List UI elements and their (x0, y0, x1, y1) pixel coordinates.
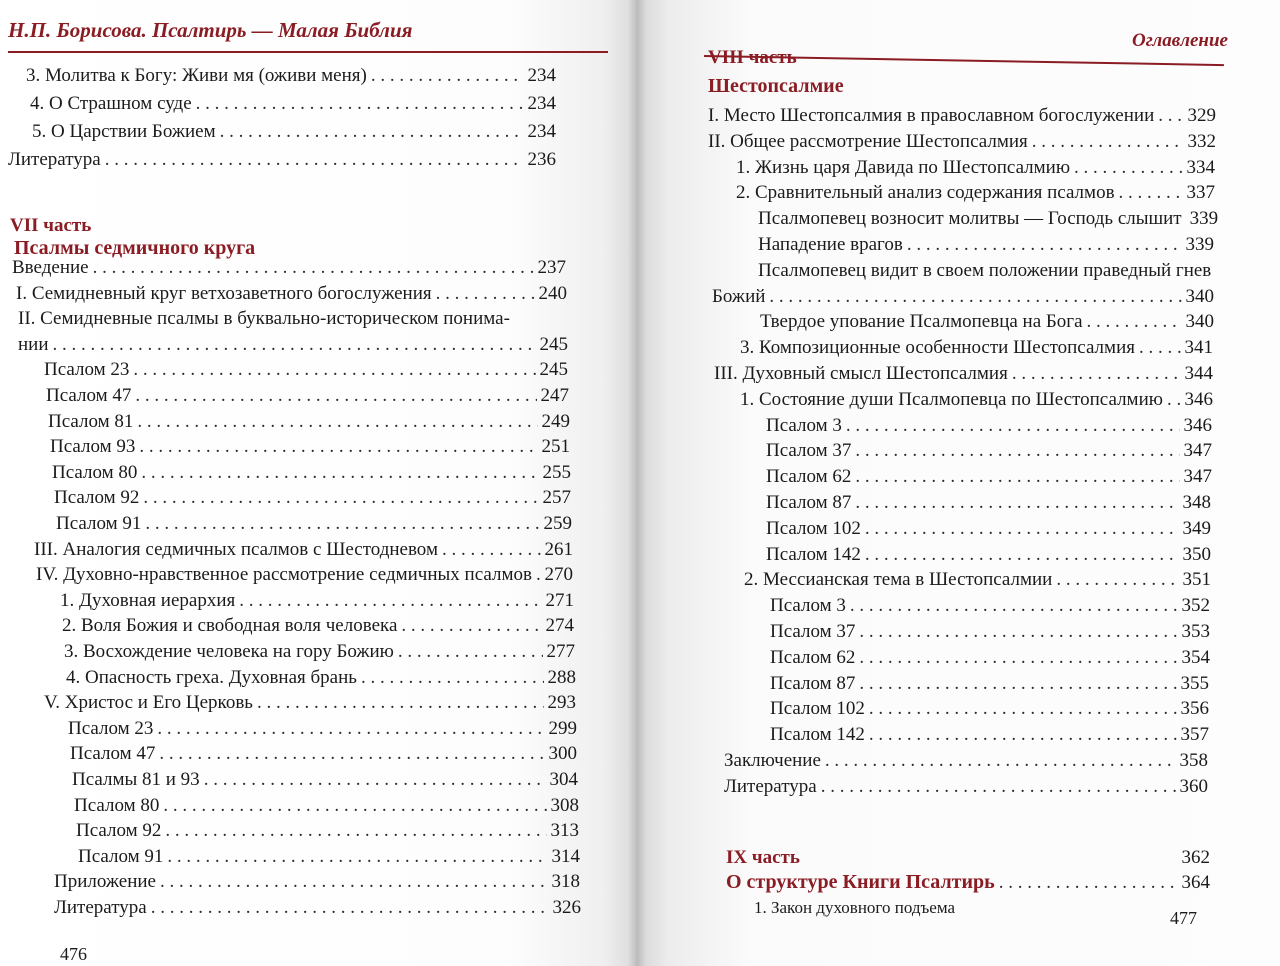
toc-entry-title: 4. Опасность греха. Духовная брань (66, 667, 357, 688)
toc-entry-title: 2. Мессианская тема в Шестопсалмии (744, 569, 1053, 590)
toc-entry-title: IV. Духовно-нравственное рассмотрение седмичных псалмов (36, 564, 532, 585)
toc-entry-title: Твердое упование Псалмопевца на Бога (760, 311, 1083, 332)
toc-entry-page: 245 (539, 334, 568, 355)
toc-entry (70, 742, 577, 766)
toc-entry-page: 340 (1185, 286, 1214, 307)
part-8-title: Шестопсалмие (708, 75, 844, 97)
toc-leader-dots (869, 723, 1177, 747)
toc-entry-page: 304 (549, 769, 578, 790)
toc-entry-title: 2. Воля Божия и свободная воля человека (62, 615, 398, 636)
toc-leader-dots (865, 517, 1179, 541)
toc-entry-title: 1. Духовная иерархия (60, 590, 236, 611)
toc-leader-dots (1139, 336, 1181, 360)
toc-entry-title: 2. Сравнительный анализ содержания псалмов (736, 182, 1115, 203)
toc-entry-title: Псалом 87 (770, 673, 856, 694)
toc-entry (770, 594, 1210, 618)
toc-entry-title: Псалом 91 (56, 513, 142, 534)
toc-entry-title: Псалом 62 (766, 466, 852, 487)
toc-entry (766, 491, 1211, 515)
toc-leader-dots (257, 691, 544, 715)
toc-entry-title: 4. О Страшном суде (30, 93, 192, 114)
toc-entry-page: 350 (1182, 544, 1211, 565)
toc-entry (736, 181, 1215, 205)
toc-entry-page: 332 (1187, 131, 1216, 152)
toc-entry (736, 156, 1215, 180)
toc-entry-page: 334 (1186, 157, 1215, 178)
toc-leader-dots (859, 672, 1176, 696)
toc-leader-dots (442, 538, 541, 562)
toc-entry-page: 318 (551, 871, 580, 892)
toc-entry (44, 358, 568, 382)
toc-entry-title: Псалом 92 (76, 820, 162, 841)
toc-entry-title: Введение (12, 257, 89, 278)
toc-entry-page: 249 (541, 411, 570, 432)
toc-entry (770, 620, 1210, 644)
toc-entry-page: 339 (1189, 208, 1219, 229)
toc-entry (8, 148, 556, 172)
part-9-title-row (726, 870, 1210, 894)
toc-entry (36, 563, 573, 587)
toc-leader-dots (105, 148, 524, 172)
toc-leader-dots (1119, 181, 1183, 205)
toc-entry (64, 640, 575, 664)
toc-entry-title: Псалом 81 (48, 411, 134, 432)
toc-entry-page: 360 (1179, 776, 1208, 797)
toc-entry-title: Псалом 37 (770, 621, 856, 642)
toc-entry (758, 233, 1214, 257)
toc-leader-dots (1167, 388, 1181, 412)
toc-entry-title: V. Христос и Его Церковь (44, 692, 253, 713)
toc-entry (18, 333, 568, 357)
toc-entry (724, 775, 1208, 799)
toc-entry-title: 1. Состояние души Псалмопевца по Шестопсалмию (740, 389, 1163, 410)
toc-entry-page: 358 (1179, 750, 1208, 771)
toc-leader-dots (204, 768, 546, 792)
toc-entry (26, 64, 556, 88)
toc-leader-dots (143, 486, 538, 510)
book-gutter (628, 0, 646, 966)
toc-entry-title: Божий (712, 286, 766, 307)
toc-entry-title: 3. Молитва к Богу: Живи мя (оживи меня) (26, 65, 367, 86)
toc-entry-title: 1. Жизнь царя Давида по Шестопсалмию (736, 157, 1071, 178)
toc-entry (766, 439, 1212, 463)
part-9-label-row (726, 846, 1210, 870)
toc-leader-dots (160, 870, 548, 894)
toc-leader-dots (536, 563, 541, 587)
toc-leader-dots (855, 491, 1178, 515)
toc-entry (74, 794, 579, 818)
toc-entry (30, 92, 556, 116)
toc-leader-dots (139, 435, 537, 459)
toc-leader-dots (165, 819, 546, 843)
toc-entry (724, 749, 1208, 773)
toc-entry-page: 274 (545, 615, 574, 636)
left-header-rule (8, 51, 608, 53)
toc-entry-page: 293 (547, 692, 576, 713)
toc-entry-page: 340 (1185, 311, 1214, 332)
toc-entry-title: Псалом 102 (766, 518, 861, 539)
toc-entry (708, 104, 1216, 128)
toc-entry-page: 236 (527, 149, 556, 170)
toc-entry-title: I. Место Шестопсалмия в православном богослужении (708, 105, 1155, 126)
toc-entry (744, 568, 1211, 592)
toc-entry (770, 697, 1209, 721)
toc-entry-page: 344 (1184, 363, 1213, 384)
toc-leader-dots (361, 666, 544, 690)
toc-leader-dots (855, 439, 1179, 463)
toc-entry-title: I. Семидневный круг ветхозаветного богослужения (16, 283, 432, 304)
toc-entry-title: Псалом 37 (766, 440, 852, 461)
toc-entry-title: Псалом 102 (770, 698, 865, 719)
toc-entry-page: 299 (548, 718, 577, 739)
toc-entry (770, 646, 1210, 670)
toc-entry (46, 384, 569, 408)
toc-entry-page: 347 (1183, 440, 1212, 461)
toc-entry-title: Псалом 47 (70, 743, 156, 764)
toc-entry (766, 543, 1211, 567)
toc-entry (76, 819, 579, 843)
toc-leader-dots (159, 742, 544, 766)
toc-entry-page: 300 (548, 743, 577, 764)
toc-leader-dots (1012, 362, 1181, 386)
toc-leader-dots (1032, 130, 1184, 154)
left-page-number: 476 (60, 944, 87, 964)
part-9-label-page: 362 (1181, 847, 1210, 868)
toc-leader-dots (196, 92, 524, 116)
toc-leader-dots (1087, 310, 1182, 334)
toc-entry-title: Литература (8, 149, 101, 170)
toc-entry-title: Псалом 142 (770, 724, 865, 745)
toc-entry (766, 465, 1212, 489)
toc-leader-dots (141, 461, 538, 485)
toc-entry-page: 234 (527, 65, 556, 86)
part-7-label: VII часть (10, 215, 92, 236)
toc-entry-title: Псалмопевец видит в своем положении праведный гнев (758, 260, 1212, 281)
toc-entry-title: Псалом 92 (54, 487, 140, 508)
toc-entry (714, 362, 1213, 386)
toc-entry-page: 357 (1180, 724, 1209, 745)
toc-entry-page: 347 (1183, 466, 1212, 487)
toc-entry (18, 307, 567, 331)
toc-entry-title: Псалом 62 (770, 647, 856, 668)
toc-entry (766, 414, 1212, 438)
toc-entry (66, 666, 576, 690)
toc-leader-dots (163, 794, 546, 818)
toc-entry (712, 285, 1214, 309)
part-8-label: VIII часть (708, 47, 797, 68)
toc-leader-dots (137, 410, 537, 434)
toc-entry-title: II. Семидневные псалмы в буквально-историческом понима- (18, 308, 510, 329)
toc-entry-title: Приложение (54, 871, 156, 892)
toc-entry-page: 245 (539, 359, 568, 380)
toc-entry (44, 691, 576, 715)
toc-entry-page: 259 (543, 513, 572, 534)
toc-entry-title: II. Общее рассмотрение Шестопсалмия (708, 131, 1028, 152)
toc-entry-title: Псалом 3 (766, 415, 842, 436)
toc-entry-page: 251 (541, 436, 570, 457)
toc-entry-page: 261 (544, 539, 573, 560)
toc-entry-page: 339 (1185, 234, 1214, 255)
toc-leader-dots (220, 120, 524, 144)
left-running-header: Н.П. Борисова. Псалтирь — Малая Библия (8, 18, 413, 42)
toc-leader-dots (398, 640, 543, 664)
toc-leader-dots (239, 589, 541, 613)
toc-entry-page: 346 (1183, 415, 1212, 436)
toc-entry-page: 337 (1186, 182, 1215, 203)
toc-entry-title: Литература (54, 897, 147, 918)
toc-entry-page: 257 (542, 487, 571, 508)
toc-entry-title: Псалом 142 (766, 544, 861, 565)
toc-entry (72, 768, 578, 792)
toc-entry-title: 5. О Царствии Божием (32, 121, 216, 142)
toc-entry-page: 355 (1180, 673, 1209, 694)
toc-leader-dots (151, 896, 549, 920)
toc-entry-page: 288 (547, 667, 576, 688)
part-9-title-page: 364 (1181, 872, 1210, 893)
toc-entry (54, 486, 571, 510)
toc-entry-title: Псалом 91 (78, 846, 164, 867)
toc-entry-page: 346 (1184, 389, 1213, 410)
part-7-title: Псалмы седмичного круга (14, 237, 256, 259)
toc-leader-dots (859, 646, 1177, 670)
toc-leader-dots (93, 256, 534, 280)
toc-entry (52, 461, 571, 485)
toc-leader-dots (825, 749, 1176, 773)
toc-entry (50, 435, 570, 459)
toc-leader-dots (371, 64, 524, 88)
toc-leader-dots (145, 512, 539, 536)
toc-entry-last: 1. Закон духовного подъема (754, 898, 956, 917)
toc-entry (60, 589, 574, 613)
toc-entry (770, 672, 1209, 696)
toc-entry-title: Псалом 23 (44, 359, 130, 380)
toc-leader-dots (769, 285, 1181, 309)
part-9-title: О структуре Книги Псалтирь (726, 871, 995, 893)
toc-entry (758, 207, 1219, 231)
toc-entry-title: Псалом 3 (770, 595, 846, 616)
toc-entry (34, 538, 573, 562)
toc-entry-page: 313 (550, 820, 579, 841)
toc-entry-page: 247 (540, 385, 569, 406)
part-9-label: IX часть (726, 847, 800, 868)
toc-entry (770, 723, 1209, 747)
toc-entry (54, 870, 580, 894)
toc-entry-page: 348 (1182, 492, 1211, 513)
toc-leader-dots (133, 358, 535, 382)
right-running-header: Оглавление (1132, 30, 1228, 51)
toc-entry-title: Нападение врагов (758, 234, 903, 255)
toc-entry-page: 277 (546, 641, 575, 662)
toc-entry (758, 259, 1214, 283)
toc-entry-page: 341 (1184, 337, 1213, 358)
toc-entry-page: 234 (527, 121, 556, 142)
toc-entry-title: III. Аналогия седмичных псалмов с Шестодневом (34, 539, 438, 560)
toc-entry-title: 3. Восхождение человека на гору Божию (64, 641, 394, 662)
toc-leader-dots (1074, 156, 1182, 180)
toc-entry (68, 717, 577, 741)
toc-entry-page: 271 (545, 590, 574, 611)
toc-leader-dots (401, 614, 541, 638)
toc-leader-dots (855, 465, 1179, 489)
right-page (636, 0, 1280, 966)
toc-entry-title: III. Духовный смысл Шестопсалмия (714, 363, 1008, 384)
toc-entry (766, 517, 1211, 541)
toc-entry (78, 845, 580, 869)
toc-entry-title: Псалмы 81 и 93 (72, 769, 200, 790)
toc-leader-dots (821, 775, 1176, 799)
toc-entry-page: 255 (542, 462, 571, 483)
toc-entry-page: 329 (1187, 105, 1216, 126)
toc-entry-title: Заключение (724, 750, 821, 771)
toc-entry-page: 326 (552, 897, 581, 918)
toc-entry-page: 354 (1181, 647, 1210, 668)
toc-entry-title: нии (18, 334, 49, 355)
toc-entry (740, 336, 1213, 360)
toc-leader-dots (846, 414, 1180, 438)
toc-entry-page: 356 (1180, 698, 1209, 719)
toc-entry (32, 120, 556, 144)
toc-leader-dots (869, 697, 1177, 721)
toc-entry-page: 314 (551, 846, 580, 867)
toc-entry-title: Псалом 47 (46, 385, 132, 406)
toc-entry-title: Псалом 80 (74, 795, 160, 816)
toc-entry-title: Псалом 93 (50, 436, 136, 457)
toc-entry (54, 896, 581, 920)
toc-entry-page: 349 (1182, 518, 1211, 539)
toc-entry (740, 388, 1213, 412)
toc-leader-dots (850, 594, 1178, 618)
toc-leader-dots (865, 543, 1179, 567)
toc-entry-page: 353 (1181, 621, 1210, 642)
toc-entry (62, 614, 574, 638)
toc-leader-dots (157, 717, 544, 741)
toc-entry (708, 130, 1216, 154)
toc-entry-title: Псалом 23 (68, 718, 154, 739)
toc-entry-page: 270 (544, 564, 573, 585)
toc-entry-page: 240 (538, 283, 567, 304)
toc-entry (48, 410, 570, 434)
toc-entry-title: Псалмопевец возносит молитвы — Господь слышит (758, 208, 1182, 229)
toc-entry-title: Псалом 87 (766, 492, 852, 513)
toc-leader-dots (1056, 568, 1178, 592)
toc-entry-title: Литература (724, 776, 817, 797)
toc-entry (760, 310, 1214, 334)
toc-entry (16, 282, 567, 306)
toc-entry (12, 256, 566, 280)
toc-entry (56, 512, 572, 536)
toc-leader-dots (53, 333, 536, 357)
toc-entry-page: 352 (1181, 595, 1210, 616)
toc-leader-dots (859, 620, 1177, 644)
toc-entry-page: 237 (537, 257, 566, 278)
toc-entry-page: 351 (1182, 569, 1211, 590)
toc-entry-title: 3. Композиционные особенности Шестопсалмия (740, 337, 1135, 358)
toc-entry-page: 234 (527, 93, 556, 114)
toc-leader-dots (436, 282, 535, 306)
toc-leader-dots (167, 845, 547, 869)
toc-leader-dots (135, 384, 536, 408)
toc-leader-dots (907, 233, 1182, 257)
left-page (0, 0, 636, 966)
toc-entry-title: Псалом 80 (52, 462, 138, 483)
toc-leader-dots (1158, 104, 1183, 128)
toc-entry-page: 308 (550, 795, 579, 816)
right-page-number: 477 (1170, 908, 1197, 928)
